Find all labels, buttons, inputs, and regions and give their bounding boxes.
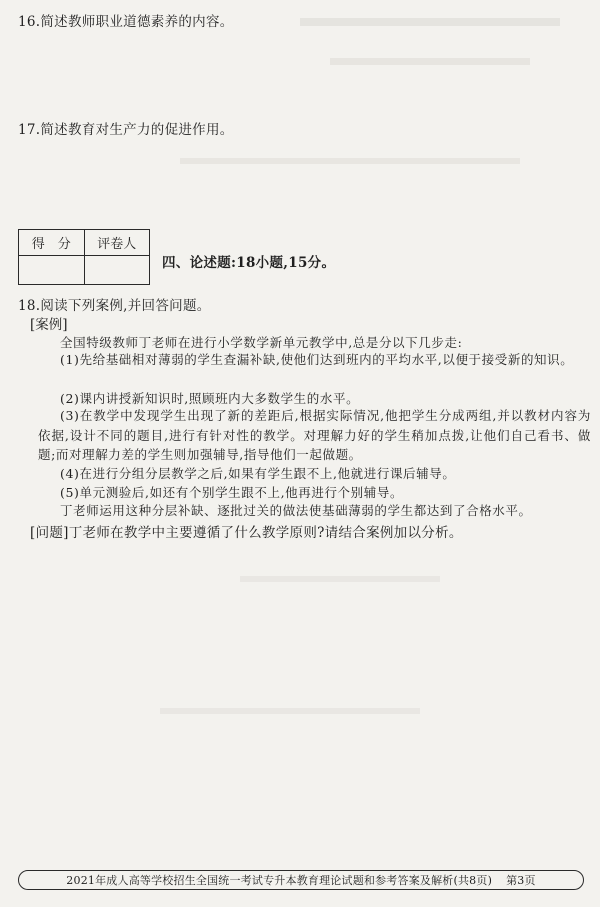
- page-footer: [18, 870, 584, 890]
- score-box: [18, 229, 150, 285]
- case-intro: 全国特级教师丁老师在进行小学数学新单元教学中,总是分以下几步走:: [60, 335, 463, 350]
- bleed-through-mark: [240, 576, 440, 582]
- question-17: 17.简述教育对生产力的促进作用。: [18, 122, 234, 138]
- case-label: [案例]: [30, 317, 68, 333]
- section-title: 四、论述题:18小题,15分。: [162, 255, 336, 271]
- case-question: [问题]丁老师在教学中主要遵循了什么教学原则?请结合案例加以分析。: [30, 525, 463, 541]
- score-header: 得 分: [19, 230, 85, 256]
- question-16: 16.简述教师职业道德素养的内容。: [18, 14, 234, 30]
- bleed-through-mark: [180, 158, 520, 164]
- score-cell[interactable]: [19, 256, 85, 285]
- case-step-3: (3)在教学中发现学生出现了新的差距后,根据实际情况,他把学生分成两组,并以教材内容为依据,设计不同的题目,进行有针对性的教学。对理解力好的学生稍加点拨,让他们自己看书、做题;而对理解力差的学生则加强辅导,指导他们一起做题。: [38, 408, 591, 462]
- question-18-prompt: 18.阅读下列案例,并回答问题。: [18, 298, 211, 314]
- case-step-1: (1)先给基础相对薄弱的学生查漏补缺,使他们达到班内的平均水平,以便于接受新的知识。: [60, 352, 574, 367]
- footer-text: 2021年成人高等学校招生全国统一考试专升本教育理论试题和参考答案及解析(共8页): [66, 874, 493, 887]
- case-conclusion: 丁老师运用这种分层补缺、逐批过关的做法使基础薄弱的学生都达到了合格水平。: [60, 503, 532, 518]
- case-step-4: (4)在进行分组分层教学之后,如果有学生跟不上,他就进行课后辅导。: [60, 466, 456, 481]
- bleed-through-mark: [300, 18, 560, 26]
- bleed-through-mark: [160, 708, 420, 714]
- case-step-2: (2)课内讲授新知识时,照顾班内大多数学生的水平。: [60, 391, 360, 406]
- grader-cell[interactable]: [84, 256, 150, 285]
- page-number: 第3页: [506, 874, 536, 887]
- case-step-5: (5)单元测验后,如还有个别学生跟不上,他再进行个别辅导。: [60, 485, 404, 500]
- grader-header: 评卷人: [84, 230, 150, 256]
- bleed-through-mark: [330, 58, 530, 65]
